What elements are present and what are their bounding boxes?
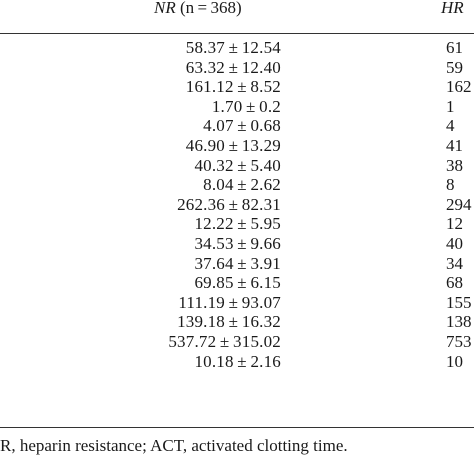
hr-value-cell: 34	[446, 253, 463, 273]
hr-value-cell: 38	[446, 155, 463, 175]
table-row	[0, 293, 474, 313]
table-header	[0, 0, 474, 22]
nr-value-cell: 40.32 ± 5.40	[194, 155, 281, 175]
nr-value-cell: 4.07 ± 0.68	[203, 116, 281, 136]
table-row	[0, 97, 474, 117]
nr-value-cell: 139.18 ± 16.32	[177, 312, 281, 332]
table-row	[0, 58, 474, 78]
nr-value-cell: 537.72 ± 315.02	[168, 331, 281, 351]
nr-value-cell: 34.53 ± 9.66	[194, 233, 281, 253]
nr-column-header	[154, 0, 242, 18]
nr-value-cell: 69.85 ± 6.15	[194, 273, 281, 293]
table-row	[0, 214, 474, 234]
nr-value-cell: 161.12 ± 8.52	[185, 77, 281, 97]
hr-value-cell: 8	[446, 175, 455, 195]
hr-value-cell: 12	[446, 214, 463, 234]
hr-value-cell: 753	[446, 331, 472, 351]
table-row	[0, 254, 474, 274]
table-body	[0, 38, 474, 371]
hr-value-cell: 4	[446, 116, 455, 136]
table-row	[0, 77, 474, 97]
table-footnote: R, heparin resistance; ACT, activated clotting time.	[0, 436, 348, 455]
hr-value-cell: 40	[446, 233, 463, 253]
hr-value-cell: 61	[446, 38, 463, 57]
hr-value-cell: 294	[446, 194, 472, 214]
nr-group-count: (n = 368)	[175, 0, 242, 17]
table-row	[0, 312, 474, 332]
nr-value-cell: 12.22 ± 5.95	[194, 214, 281, 234]
table-row	[0, 332, 474, 352]
table-bottom-rule	[0, 427, 474, 428]
table-row	[0, 234, 474, 254]
nr-value-cell: 111.19 ± 93.07	[178, 292, 281, 312]
table-row	[0, 195, 474, 215]
nr-group-label: NR	[154, 0, 176, 17]
table-row	[0, 273, 474, 293]
nr-value-cell: 8.04 ± 2.62	[203, 175, 281, 195]
nr-value-cell: 63.32 ± 12.40	[185, 57, 281, 77]
hr-value-cell: 68	[446, 273, 463, 293]
hr-value-cell: 1	[446, 96, 455, 116]
nr-value-cell: 58.37 ± 12.54	[185, 38, 281, 57]
table-row	[0, 38, 474, 58]
hr-value-cell: 138	[446, 312, 472, 332]
hr-column-header: HR	[441, 0, 464, 17]
hr-value-cell: 155	[446, 292, 472, 312]
nr-value-cell: 10.18 ± 2.16	[194, 351, 281, 371]
hr-value-cell: 162	[446, 77, 472, 97]
nr-value-cell: 46.90 ± 13.29	[185, 135, 281, 155]
table-row	[0, 156, 474, 176]
table-row	[0, 352, 474, 372]
hr-value-cell: 41	[446, 135, 463, 155]
nr-value-cell: 37.64 ± 3.91	[194, 253, 281, 273]
table-row	[0, 136, 474, 156]
table-row	[0, 175, 474, 195]
table-row	[0, 116, 474, 136]
hr-value-cell: 10	[446, 351, 463, 371]
hr-value-cell: 59	[446, 57, 463, 77]
nr-value-cell: 262.36 ± 82.31	[177, 194, 281, 214]
nr-value-cell: 1.70 ± 0.2	[211, 96, 281, 116]
header-rule	[0, 33, 474, 34]
